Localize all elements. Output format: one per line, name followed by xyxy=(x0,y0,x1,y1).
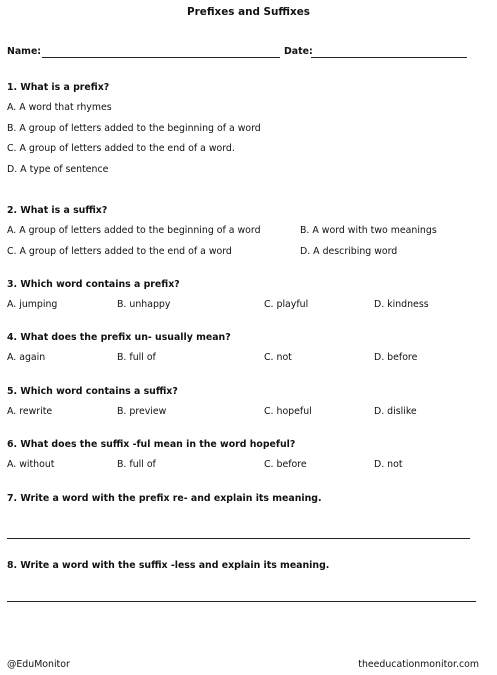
question-6-prompt: 6. What does the suffix -ful mean in the word hopeful? xyxy=(7,439,296,450)
question-2-option-a: A. A group of letters added to the beginning of a word xyxy=(7,225,261,236)
question-6-option-b: B. full of xyxy=(117,459,156,470)
question-7-answer-line[interactable] xyxy=(7,538,470,539)
date-label: Date: xyxy=(284,46,313,57)
question-1-prompt: 1. What is a prefix? xyxy=(7,82,110,93)
question-4-option-c: C. not xyxy=(264,352,292,363)
question-4-option-d: D. before xyxy=(374,352,418,363)
question-6-option-d: D. not xyxy=(374,459,403,470)
question-4-option-b: B. full of xyxy=(117,352,156,363)
question-2-prompt: 2. What is a suffix? xyxy=(7,205,108,216)
question-4-option-a: A. again xyxy=(7,352,46,363)
question-3-option-c: C. playful xyxy=(264,299,309,310)
question-1-option-a: A. A word that rhymes xyxy=(7,102,112,113)
name-label: Name: xyxy=(7,46,42,57)
name-field[interactable] xyxy=(42,57,280,58)
question-4-prompt: 4. What does the prefix un- usually mean? xyxy=(7,332,231,343)
question-6-option-c: C. before xyxy=(264,459,307,470)
question-3-option-d: D. kindness xyxy=(374,299,429,310)
footer-website: theeducationmonitor.com xyxy=(358,659,479,670)
footer-handle: @EduMonitor xyxy=(7,659,70,670)
question-8-prompt: 8. Write a word with the suffix -less and explain its meaning. xyxy=(7,560,330,571)
question-2-option-d: D. A describing word xyxy=(300,246,398,257)
question-2-option-b: B. A word with two meanings xyxy=(300,225,437,236)
question-1-option-b: B. A group of letters added to the beginning of a word xyxy=(7,123,261,134)
question-5-prompt: 5. Which word contains a suffix? xyxy=(7,386,178,397)
question-5-option-d: D. dislike xyxy=(374,406,417,417)
question-1-option-c: C. A group of letters added to the end of a word. xyxy=(7,143,235,154)
question-2-option-c: C. A group of letters added to the end of a word xyxy=(7,246,232,257)
question-5-option-a: A. rewrite xyxy=(7,406,53,417)
question-5-option-c: C. hopeful xyxy=(264,406,312,417)
page-title: Prefixes and Suffixes xyxy=(187,6,310,18)
question-3-option-b: B. unhappy xyxy=(117,299,171,310)
question-3-prompt: 3. Which word contains a prefix? xyxy=(7,279,180,290)
question-1-option-d: D. A type of sentence xyxy=(7,164,109,175)
question-8-answer-line[interactable] xyxy=(7,601,476,602)
question-7-prompt: 7. Write a word with the prefix re- and explain its meaning. xyxy=(7,493,322,504)
date-field[interactable] xyxy=(311,57,467,58)
question-6-option-a: A. without xyxy=(7,459,55,470)
question-5-option-b: B. preview xyxy=(117,406,167,417)
question-3-option-a: A. jumping xyxy=(7,299,58,310)
